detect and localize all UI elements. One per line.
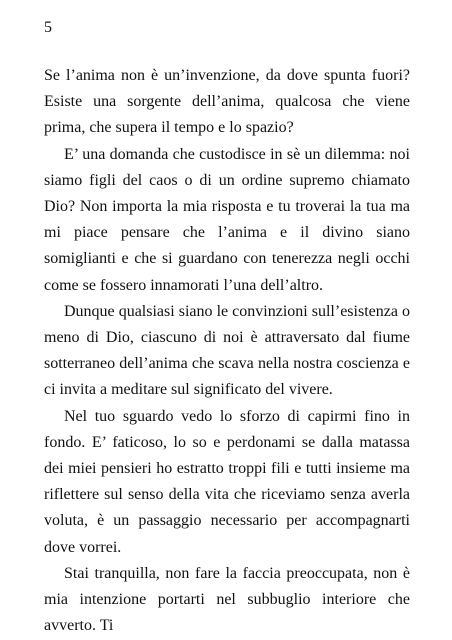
paragraph: Stai tranquilla, non fare la faccia preoccupata, non è mia intenzione portarti nel subbuglio interiore che avverto. Ti bbox=[44, 564, 410, 635]
paragraph: E’ una domanda che custodisce in sè un dilemma: noi siamo figli del caos o di un ordine supremo chiamato Dio? Non importa la mia risposta e tu troverai la tua ma mi piace pensare che l’anima e il divino siano somiglianti e che si guardano con tenerezza negli occhi come se fossero innamorati l’una dell’altro. bbox=[44, 145, 410, 294]
paragraph: Dunque qualsiasi siano le convinzioni sull’esistenza o meno di Dio, ciascuno di noi è attraversato dal fiume sotterraneo dell’anima che scava nella nostra coscienza e ci invita a meditare sul significato del vivere. bbox=[44, 302, 410, 399]
paragraph: Nel tuo sguardo vedo lo sforzo di capirmi fino in fondo. E’ faticoso, lo so e perdonami se dalla matassa dei miei pensieri ho estratto troppi fili e tutti insieme ma riflettere sul senso della vita che riceviamo senza averla voluta, è un passaggio necessario per accompagnarti dove vorrei. bbox=[44, 407, 410, 556]
body-text bbox=[44, 63, 410, 639]
paragraph: Se l’anima non è un’invenzione, da dove spunta fuori? Esiste una sorgente dell’anima, qualcosa che viene prima, che supera il tempo e lo spazio? bbox=[44, 67, 410, 137]
page-number: 5 bbox=[44, 19, 52, 36]
